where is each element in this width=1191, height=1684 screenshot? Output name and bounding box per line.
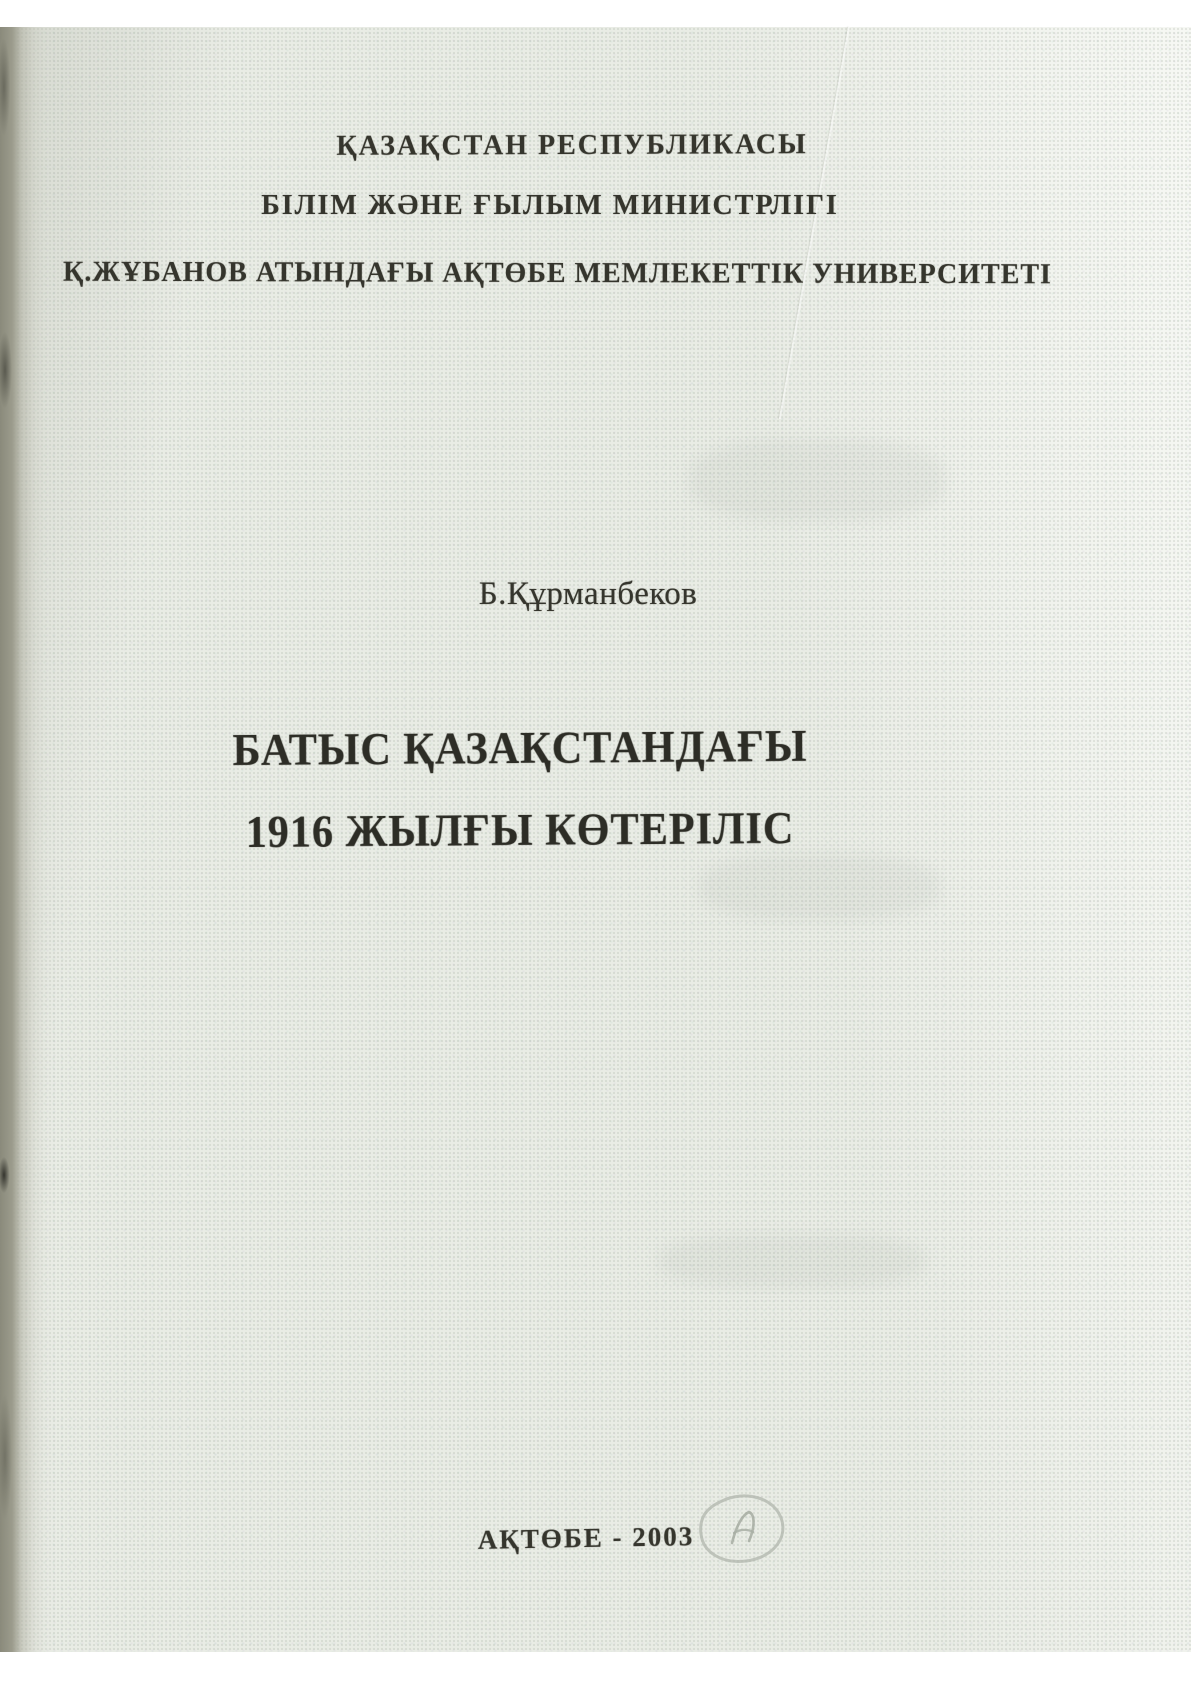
pencil-circle-mark-icon	[692, 1489, 788, 1571]
author-name: Б.Құрманбеков	[478, 576, 698, 612]
header-country-line: ҚАЗАҚСТАН РЕСПУБЛИКАСЫ	[336, 129, 808, 162]
paper-crease-artifact	[779, 27, 850, 419]
header-ministry-line: БІЛІМ ЖӘНЕ ҒЫЛЫМ МИНИСТРЛІГІ	[261, 190, 839, 221]
book-title-line-2: 1916 ЖЫЛҒЫ КӨТЕРІЛІС	[245, 802, 795, 858]
header-university-line: Қ.ЖҰБАНОВ АТЫНДАҒЫ АҚТӨБЕ МЕМЛЕКЕТТІК УНИВЕРСИТЕТІ	[63, 256, 1052, 291]
paper-scan-area	[0, 27, 1191, 1652]
imprint-city-year: АҚТӨБЕ - 2003	[477, 1521, 695, 1555]
bleed-through-artifact	[700, 855, 940, 919]
bleed-through-artifact	[690, 440, 945, 520]
book-title-line-1: БАТЫС ҚАЗАҚСТАНДАҒЫ	[232, 720, 808, 776]
bleed-through-artifact	[660, 1235, 925, 1287]
